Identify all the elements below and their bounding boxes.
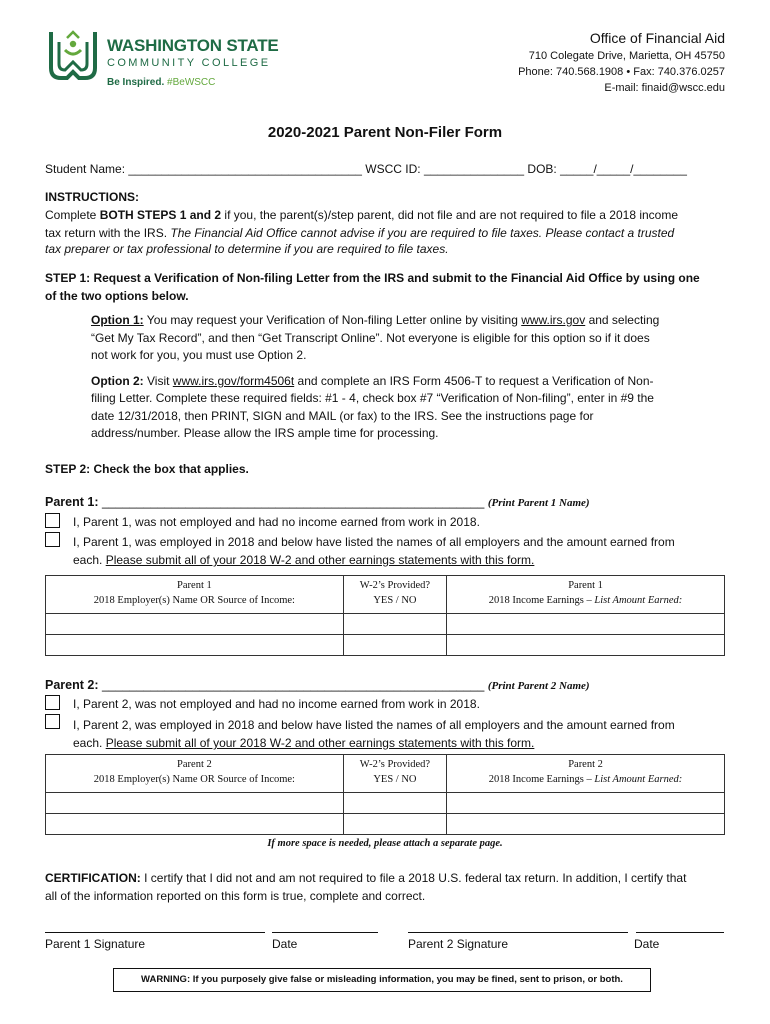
parent1-income-table [45,575,725,656]
header-employer: Parent 1 2018 Employer(s) Name OR Source of Income: [46,576,344,614]
instructions-line1: Complete BOTH STEPS 1 and 2 if you, the parent(s)/step parent, did not file and are not required to file a 2018 income [45,208,679,222]
employer-cell[interactable] [46,793,344,814]
logo-wordmark-line1: WASHINGTON STATE [107,36,279,55]
parent2-employed-label: I, Parent 2, was employed in 2018 and below have listed the names of all employers and the amount earned from [73,718,675,732]
form-title: 2020-2021 Parent Non-Filer Form [267,124,503,141]
option2-line3: date 12/31/2018, then PRINT, SIGN and MAIL (or fax) to the IRS. See the instructions page for [91,409,594,423]
header-earnings: Parent 2 2018 Income Earnings – List Amount Earned: [447,755,725,793]
header-employer: Parent 2 2018 Employer(s) Name OR Source of Income: [46,755,344,793]
employer-cell[interactable] [46,814,344,835]
warning-box: WARNING: If you purposely give false or misleading information, you may be fined, sent to prison, or both. [113,968,651,992]
w2-cell[interactable] [343,793,446,814]
logo-wordmark-line2: COMMUNITY COLLEGE [107,57,271,69]
table-header-row [46,576,725,614]
parent1-signature-label: Parent 1 Signature [45,937,146,951]
certification-line2: all of the information reported on this form is true, complete and correct. [45,889,426,903]
table-row[interactable] [46,635,725,656]
option1-line1: Option 1: You may request your Verification of Non-filing Letter online by visiting www.irs.gov and selecting [91,313,660,327]
more-space-note: If more space is needed, please attach a separate page. [267,838,503,849]
parent1-not-employed-label: I, Parent 1, was not employed and had no income earned from work in 2018. [73,515,480,529]
instructions-line2: tax return with the IRS. The Financial Aid Office cannot advise if you are required to file taxes. Please contact a trusted [45,226,675,240]
instructions-heading: INSTRUCTIONS: [45,190,139,204]
parent1-date-label: Date [272,937,298,951]
office-name: Office of Financial Aid [589,30,725,46]
student-info-line[interactable]: Student Name: ___________________________________ WSCC ID: _______________ DOB: _____/_____/________ [45,162,687,176]
parent2-name-line[interactable]: Parent 2: _______________________________________________________ (Print Parent 2 Name) [45,678,590,692]
earnings-cell[interactable] [447,814,725,835]
parent1-employed-label-2: each. Please submit all of your 2018 W-2 and other earnings statements with this form. [73,553,535,567]
header-w2: W-2’s Provided? YES / NO [343,576,446,614]
table-row[interactable] [46,614,725,635]
parent1-date-line[interactable] [272,932,378,933]
option2-line1: Option 2: Visit www.irs.gov/form4506t and complete an IRS Form 4506-T to request a Verification of Non- [91,374,654,388]
table-row[interactable] [46,793,725,814]
parent2-employed-label-2: each. Please submit all of your 2018 W-2 and other earnings statements with this form. [73,736,535,750]
college-logo-mark [45,28,101,82]
w2-cell[interactable] [343,814,446,835]
w2-cell[interactable] [343,635,446,656]
earnings-cell[interactable] [447,635,725,656]
header-earnings: Parent 1 2018 Income Earnings – List Amount Earned: [447,576,725,614]
option1-line2: “Get My Tax Record”, and then “Get Transcript Online”. Not everyone is eligible for this option so if it does [91,331,650,345]
option2-line4: address/number. Please allow the IRS ample time for processing. [91,426,439,440]
option2-line2: filing Letter. Complete these required fields: #1 - 4, check box #7 “Verification of Non-filing”, enter in #9 the [91,391,654,405]
certification-line1: CERTIFICATION: I certify that I did not and am not required to file a 2018 U.S. federal tax return. In addition, I certify that [45,871,687,885]
office-email: E-mail: finaid@wscc.edu [604,82,725,94]
instructions-line3: tax preparer or tax professional to determine if you are required to file taxes. [45,242,449,256]
parent2-date-label: Date [634,937,660,951]
parent2-signature-line[interactable] [408,932,628,933]
employer-cell[interactable] [46,635,344,656]
logo-tagline: Be Inspired. #BeWSCC [107,77,216,88]
step2-heading: STEP 2: Check the box that applies. [45,462,249,476]
parent1-not-employed-checkbox[interactable] [45,513,60,528]
parent2-employed-checkbox[interactable] [45,714,60,729]
parent2-not-employed-label: I, Parent 2, was not employed and had no income earned from work in 2018. [73,697,480,711]
w2-cell[interactable] [343,614,446,635]
earnings-cell[interactable] [447,614,725,635]
employer-cell[interactable] [46,614,344,635]
step1-heading-line1: STEP 1: Request a Verification of Non-filing Letter from the IRS and submit to the Financial Aid Office by using one [45,271,700,285]
office-phone-fax: Phone: 740.568.1908 • Fax: 740.376.0257 [518,66,725,78]
parent2-income-table [45,754,725,835]
parent1-employed-label: I, Parent 1, was employed in 2018 and below have listed the names of all employers and the amount earned from [73,535,675,549]
irs-link[interactable]: www.irs.gov [521,313,586,327]
step1-heading-line2: of the two options below. [45,289,189,303]
parent1-employed-checkbox[interactable] [45,532,60,547]
office-address: 710 Colegate Drive, Marietta, OH 45750 [528,50,725,62]
table-row[interactable] [46,814,725,835]
parent2-not-employed-checkbox[interactable] [45,695,60,710]
parent2-signature-label: Parent 2 Signature [408,937,509,951]
earnings-cell[interactable] [447,793,725,814]
form4506t-link[interactable]: www.irs.gov/form4506t [172,374,295,388]
parent2-date-line[interactable] [636,932,724,933]
parent1-name-line[interactable]: Parent 1: _______________________________________________________ (Print Parent 1 Name) [45,495,590,509]
table-header-row [46,755,725,793]
header-w2: W-2’s Provided? YES / NO [343,755,446,793]
option1-line3: not work for you, you must use Option 2. [91,348,307,362]
parent1-signature-line[interactable] [45,932,265,933]
